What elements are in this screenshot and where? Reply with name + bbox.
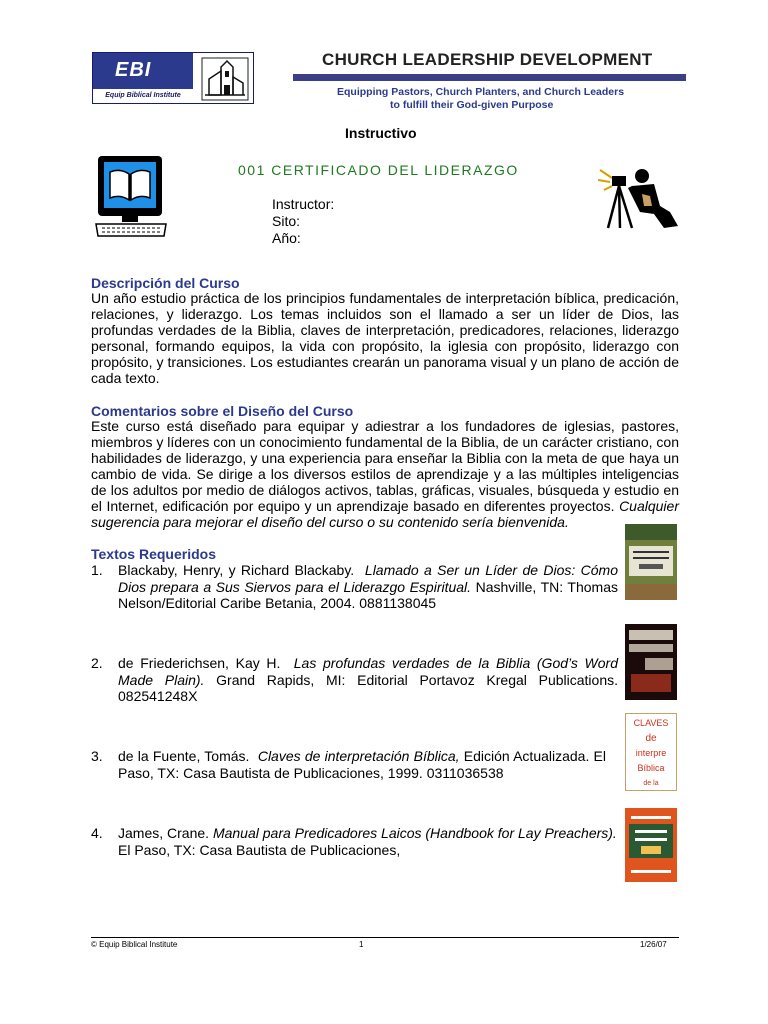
- footer-page-number: 1: [359, 940, 364, 949]
- sito-label: Sito:: [272, 213, 301, 229]
- reference-publisher: Grand Rapids, MI: Editorial Portavoz Kregal Publications. 082541248X: [118, 671, 618, 704]
- book-cover-2: [625, 624, 677, 700]
- footer-date: 1/26/07: [640, 940, 667, 949]
- reference-item-4: [91, 825, 619, 859]
- reference-item-1: [91, 562, 619, 612]
- book-cover-3: [625, 713, 677, 791]
- description-heading: Descripción del Curso: [91, 275, 240, 291]
- reference-number: 3.: [91, 748, 103, 764]
- book-cover-4: [625, 808, 677, 882]
- header-divider-bar: [293, 74, 686, 81]
- texts-heading: Textos Requeridos: [91, 546, 216, 562]
- book3-line-2: de: [645, 733, 657, 744]
- logo-text: EBI: [115, 59, 152, 81]
- reference-author: de Friederichsen, Kay H.: [118, 655, 281, 671]
- book3-line-4: Bíblica: [637, 763, 665, 773]
- reference-number: 1.: [91, 562, 103, 578]
- reference-title: Llamado a Ser un Líder de Dios: Cómo Dios prepara a Sus Siervos para el Liderazgo Espiritual.: [118, 562, 618, 595]
- reference-author: de la Fuente, Tomás.: [118, 748, 250, 764]
- reference-number: 2.: [91, 655, 103, 671]
- header-subtitle-1: Equipping Pastors, Church Planters, and Church Leaders: [337, 86, 625, 98]
- comments-text: Este curso está diseñado para equipar y adiestrar a los fundadores de iglesias, pastores, miembros y líderes con un conocimiento fundamental de la Biblia, de un carácter cristiano, con habilidades de liderazgo, y una experiencia para enseñar la Biblia con la meta de que haya un cambio de vida. Se dirige a los diversos estilos de aprendizaje y a las múltiples inteligencias de los adultos por medio de diálogos activos, tablas, gráficas, visuales, búsqueda y estudio en el Internet, edificación por equipo y un aprendizaje basado en diferentes proyectos.: [91, 418, 679, 514]
- reference-publisher: Edición Actualizada. El Paso, TX: Casa Bautista de Publicaciones, 1999. 0311036538: [118, 748, 607, 781]
- reference-author: Blackaby, Henry, y Richard Blackaby.: [118, 562, 355, 578]
- reference-author: James, Crane.: [118, 825, 210, 841]
- reference-item-2: [91, 655, 619, 705]
- description-text: Un año estudio práctica de los principios fundamentales de interpretación bíblica, predicación, relaciones, y liderazgo. Los temas incluidos son el llamado a ser un líder de Dios, las profundas verdades de la Biblia, claves de interpretación, predicadores, relaciones, liderazgo personal, formando equipos, la vida con propósito, la iglesia con propósito, liderazgo con propósito, y transiciones. Los estudiantes crearán un panorama visual y un plano de acción de cada texto.: [91, 290, 679, 386]
- reference-title: Claves de interpretación Bíblica,: [257, 748, 460, 764]
- ano-label: Año:: [272, 230, 301, 246]
- church-icon: [201, 57, 249, 101]
- footer-copyright: © Equip Biblical Institute: [91, 940, 178, 949]
- reference-publisher: El Paso, TX: Casa Bautista de Publicaciones,: [118, 841, 401, 858]
- course-title: 001 CERTIFICADO DEL LIDERAZGO: [238, 162, 519, 178]
- instructor-label: Instructor:: [272, 196, 335, 212]
- footer-divider: [91, 937, 679, 938]
- comments-italic-text: Cualquier sugerencia para mejorar el diseño del curso o su contenido sería bienvenida.: [91, 498, 679, 530]
- reference-item-3: [91, 748, 619, 782]
- book3-line-3: interpre: [635, 748, 667, 758]
- doc-label: Instructivo: [345, 125, 417, 141]
- comments-paragraph: [91, 418, 679, 530]
- reference-publisher: Nashville, TN: Thomas Nelson/Editorial Caribe Betania, 2004. 0881138045: [118, 578, 618, 611]
- photographer-icon: [598, 166, 680, 232]
- computer-book-icon: [94, 156, 168, 238]
- book-cover-1: [625, 524, 677, 600]
- reference-number: 4.: [91, 825, 103, 841]
- header-subtitle-2: to fulfill their God-given Purpose: [390, 99, 554, 111]
- reference-title: Manual para Predicadores Laicos (Handbook for Lay Preachers).: [212, 825, 617, 841]
- logo-subtext: Equip Biblical Institute: [93, 89, 193, 103]
- book3-line-5: de la: [643, 780, 659, 787]
- comments-heading: Comentarios sobre el Diseño del Curso: [91, 403, 354, 419]
- reference-title: Las profundas verdades de la Biblia (God’s Word Made Plain).: [118, 655, 618, 688]
- book3-line-1: CLAVES: [633, 718, 669, 728]
- header-title: CHURCH LEADERSHIP DEVELOPMENT: [322, 50, 653, 69]
- ebi-logo: [92, 52, 254, 104]
